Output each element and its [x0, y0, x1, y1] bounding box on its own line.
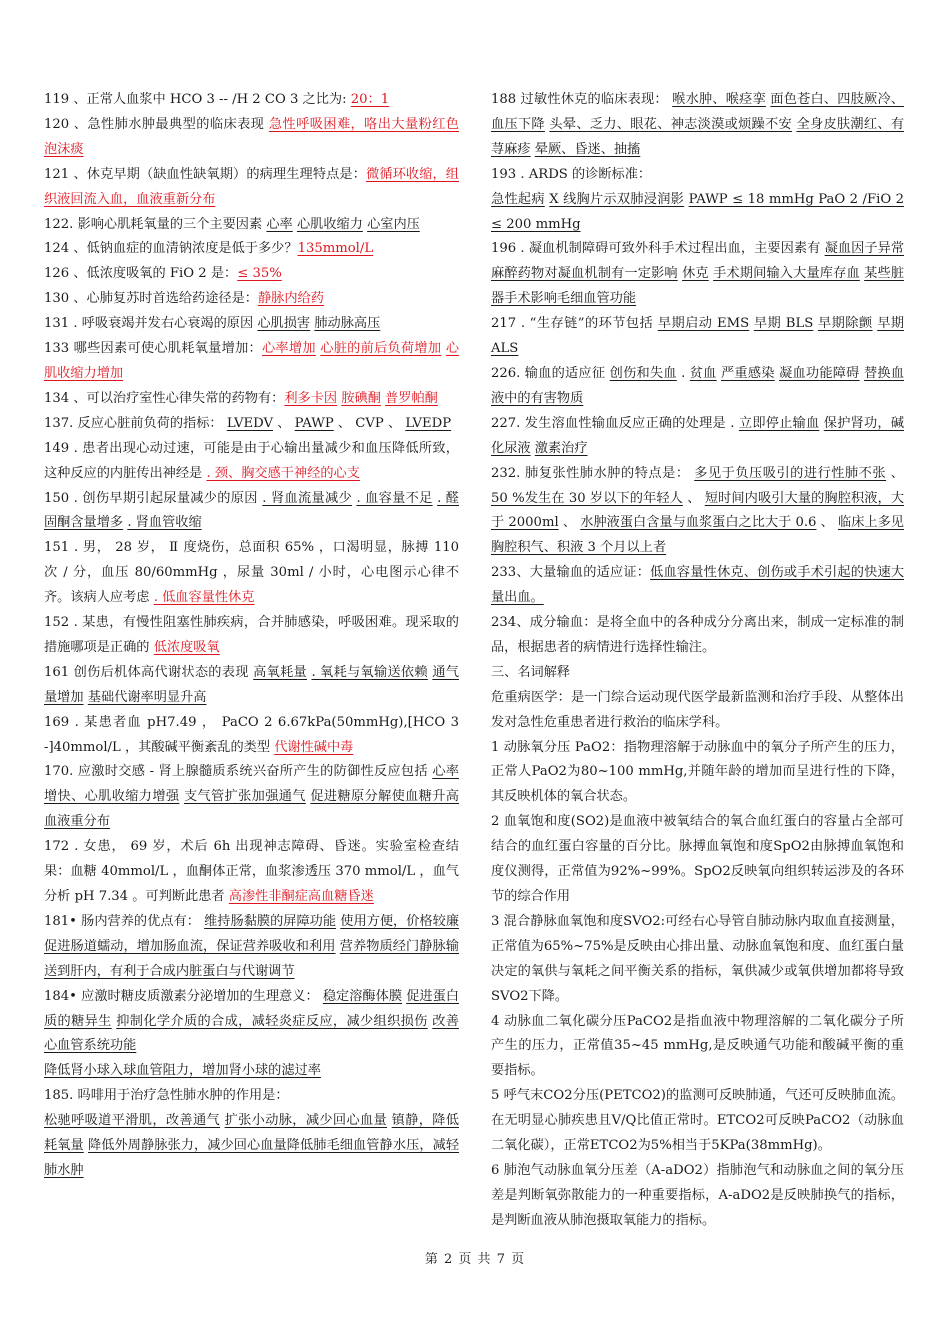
question-text: 172 . 女患， 69 岁，术后 6h 出现神志障碍、昏迷。实验室检查结果：血糖 40mmol/L ，血酮体正常，血浆渗透压 370 mmol/L ，血气分析 pH 7.34 。可判断此患者: [44, 839, 459, 904]
question-text: 150 . 创伤早期引起尿量减少的原因: [44, 490, 263, 506]
answer-text-red: 静脉内给药: [258, 291, 324, 307]
paragraph: [491, 312, 904, 362]
answer-text: . 血容量不足: [356, 490, 433, 506]
question-text: 151 . 男， 28 岁， Ⅱ 度烧伤，总面积 65% ，口渴明显，脉搏 110 次 / 分，血压 80/60mmHg ，尿量 30ml / 小时，心电图示心律不齐。该病人应考虑: [44, 540, 459, 606]
paragraph: [44, 312, 459, 337]
question-text: 、: [682, 490, 705, 506]
answer-text: 降低外周静脉张力，减少回心血量降低肺毛细血管静水压，减轻肺水肿: [44, 1138, 460, 1178]
question-text: 、 CVP 、: [333, 415, 406, 431]
answer-text: 50 %发生在 30 岁以下的年轻人: [491, 490, 683, 506]
answer-text: 抑制化学介质的合成，减轻炎症反应，减少组织损伤: [116, 1013, 428, 1029]
question-text: 188 过敏性休克的临床表现：: [491, 92, 673, 107]
question-text: 124 、低钠血症的血清钠浓度是低于多少？: [44, 241, 298, 257]
answer-text: 心率增快、心肌收缩力增强: [44, 764, 459, 805]
answer-text: 凝血功能障碍: [779, 365, 860, 381]
answer-text: PAWP ≤ 18 mmHg PaO 2 /FiO 2 ≤ 200 mmHg: [491, 191, 904, 232]
paragraph: [491, 910, 904, 1010]
paragraph: [44, 163, 459, 213]
answer-text: 多见于负压吸引的进行性肺不张: [694, 465, 887, 481]
answer-text: 保护肾功，碱化尿液: [491, 415, 905, 456]
answer-text: 心率: [266, 216, 293, 232]
answer-text: 手术期间输入大量库存血: [713, 266, 860, 282]
question-text: 危重病医学：是一门综合运动现代医学最新监测和治疗手段、从整体出发对急性危重患者进行救治的临床学科。: [491, 689, 904, 730]
answer-text: 水肿液蛋白含量与血浆蛋白之比大于 0.6: [580, 515, 817, 531]
paragraph: [491, 1010, 904, 1085]
page-footer: 第 2 页 共 7 页: [424, 1252, 526, 1267]
paragraph: [44, 536, 459, 611]
question-text: 152 . 某患，有慢性阻塞性肺疾病，合并肺感染，呼吸困难。现采取的措施哪项是正确的: [44, 615, 459, 655]
answer-text: 严重感染: [721, 365, 775, 381]
answer-text: LVEDP: [405, 415, 452, 431]
answer-text: 支气管扩张加强通气: [183, 789, 306, 805]
answer-text: 创伤和失血: [609, 365, 677, 381]
answer-text: 降低肾小球入球血管阻力，增加肾小球的滤过率: [44, 1063, 321, 1079]
answer-text-red: 胺碘酮: [341, 390, 381, 406]
left-column: [44, 88, 459, 1184]
answer-text: X 线胸片示双肺浸润影: [549, 191, 685, 207]
answer-text-red: 低浓度吸氧: [153, 639, 220, 655]
question-text: 130 、心肺复苏时首选给药途径是：: [44, 291, 258, 307]
paragraph: [491, 237, 904, 312]
paragraph: [491, 561, 904, 611]
question-text: 185. 吗啡用于治疗急性肺水肿的作用是：: [44, 1088, 289, 1104]
answer-text-red: 微循环收缩，组织液回流入血，血液重新分布: [44, 166, 459, 207]
question-text: 217 . “生存链”的环节包括: [491, 316, 658, 332]
answer-text: 使用方便，价格较廉: [340, 913, 460, 929]
question-text: .: [676, 365, 690, 381]
paragraph: [491, 1159, 904, 1234]
paragraph: [491, 163, 904, 188]
paragraph: [491, 686, 904, 736]
answer-text: 喉水肿、喉痉挛: [672, 92, 766, 107]
paragraph: [44, 1059, 459, 1084]
answer-text: 头晕、乏力、眼花、神志淡漠或烦躁不安: [549, 116, 792, 132]
paragraph: [44, 661, 459, 711]
question-text: 181• 肠内营养的优点有：: [44, 913, 205, 929]
paragraph: [44, 387, 459, 412]
answer-text: 血液重分布: [44, 814, 110, 830]
question-text: 119 、正常人血浆中 HCO 3 -- /H 2 CO 3 之比为:: [44, 92, 351, 107]
answer-text: 通气量增加: [44, 664, 459, 705]
answer-text-red: 急性呼吸困难，咯出大量粉红色泡沫痰: [44, 116, 459, 157]
answer-text: 休克: [682, 266, 709, 282]
question-text: 4 动脉血二氧化碳分压PaCO2是指血液中物理溶解的二氧化碳分子所产生的压力，正常值35~45 mmHg,是反映通气功能和酸碱平衡的重要指标。: [491, 1013, 904, 1079]
answer-text: 面色苍白、四肢厥冷、血压下降: [491, 92, 905, 132]
question-text: 三、名词解释: [491, 664, 571, 680]
answer-text-red: 135mmol/L: [297, 241, 374, 257]
question-text: 234、成分输血：是将全血中的各种成分分离出来，制成一定标准的制品，根据患者的病情进行选择性输注。: [491, 615, 904, 655]
question-text: 、: [558, 515, 581, 531]
answer-text: 促进肠道蠕动，增加肠血流，保证营养吸收和利用: [44, 938, 336, 954]
answer-text: 高氧耗量: [253, 664, 308, 680]
answer-text-red: 普罗帕酮: [385, 390, 438, 406]
answer-text: 麻醉药物对凝血机制有一定影响: [491, 266, 678, 282]
answer-text: PAWP: [294, 415, 334, 431]
question-text: 226. 输血的适应征: [491, 365, 610, 381]
answer-text: 急性起病: [491, 191, 545, 207]
question-text: 121 、休克早期（缺血性缺氧期）的病理生理特点是：: [44, 166, 367, 182]
answer-text-red: 利多卡因: [284, 390, 338, 406]
answer-text: 扩张小动脉，减少回心血量: [224, 1113, 388, 1129]
answer-text: 替换血液中的有害物质: [491, 365, 905, 406]
paragraph: [44, 337, 459, 387]
question-text: 233、大量输血的适应证：: [491, 565, 651, 581]
answer-text: 贫血: [689, 365, 717, 381]
question-text: 、: [816, 515, 839, 531]
paragraph: [491, 362, 904, 412]
paragraph: [44, 262, 459, 287]
answer-text: 肺动脉高压: [314, 316, 381, 332]
question-text: 、: [886, 465, 904, 481]
question-text: 120 、急性肺水肿最典型的临床表现: [44, 116, 269, 132]
question-text: 1 动脉氧分压 PaO2：指物理溶解于动脉血中的氧分子所产生的压力，正常人PaO2为80~100 mmHg,并随年龄的增加而呈进行性的下降，其反映机体的氧合状态。: [491, 739, 904, 805]
question-text: 3 混合静脉血氧饱和度SVO2:可经右心导管自肺动脉内取血直接测量，正常值为65%~75%是反映由心排出量、动脉血氧饱和度、血红蛋白量决定的氧供与氧耗之间平衡关系的指标，氧供减少或氧供增加都将导致SVO2下降。: [491, 913, 904, 1004]
question-text: 6 肺泡气动脉血氧分压差（A-aDO2）指肺泡气和动脉血之间的氧分压差是判断氧弥散能力的一种重要指标，A-aDO2是反映肺换气的指标，是判断血液从肺泡摄取氧能力的指标。: [491, 1162, 904, 1228]
question-text: 161 创伤后机体高代谢状态的表现: [44, 664, 254, 680]
paragraph: [44, 412, 459, 437]
question-text: 2 血氧饱和度(SO2)是血液中被氧结合的氧合血红蛋白的容量占全部可结合的血红蛋白容量的百分比。脉搏血氧饱和度SpO2由脉搏血氧饱和度仪测得，正常值为92%~99%。SpO2反映氧向组织转运涉及的各环节的综合作用: [491, 814, 904, 904]
answer-text: 稳定溶酶体膜: [322, 988, 403, 1004]
paragraph: [44, 287, 459, 312]
answer-text: 立即停止输血: [738, 415, 820, 431]
answer-text: . 醛固酮含量增多: [44, 490, 459, 531]
answer-text-red: . 低血容量性休克: [153, 590, 255, 606]
answer-text: LVEDV: [226, 415, 274, 431]
question-text: 、: [273, 415, 295, 431]
answer-text: 激素治疗: [534, 440, 588, 456]
answer-text-red: 20：1: [350, 92, 390, 107]
answer-text: 松驰呼吸道平滑肌，改善通气: [44, 1113, 221, 1129]
question-text: 137. 反应心脏前负荷的指标：: [44, 415, 227, 431]
paragraph: [44, 711, 459, 761]
paragraph: [44, 985, 459, 1060]
answer-text: 晕厥、昏迷、抽搐: [534, 141, 641, 157]
answer-text: 心肌损害: [257, 316, 311, 332]
question-text: 133 哪些因素可使心肌耗氧量增加：: [44, 341, 262, 357]
paragraph: [491, 736, 904, 811]
paragraph: [44, 437, 459, 487]
answer-text: 早期除颤: [817, 316, 873, 332]
paragraph: [491, 412, 904, 462]
answer-text: 早期 BLS: [753, 316, 814, 332]
answer-text: . 氧耗与氧输送依赖: [311, 664, 428, 680]
paragraph: [44, 213, 459, 238]
answer-text: 全身皮肤潮红、有荨麻疹: [491, 116, 905, 157]
question-text: 134 、可以治疗室性心律失常的药物有：: [44, 390, 285, 406]
answer-text: 凝血因子异常: [824, 241, 905, 257]
right-column: [491, 88, 904, 1234]
answer-text-red: 心率增加: [261, 341, 316, 357]
paragraph: [44, 1109, 459, 1184]
answer-text-red: 代谢性碱中毒: [274, 739, 354, 755]
answer-text: . 肾血流量减少: [262, 490, 352, 506]
paragraph: [44, 760, 459, 835]
question-text: 122. 影响心肌耗氧量的三个主要因素: [44, 216, 267, 232]
question-text: 184• 应激时糖皮质激素分泌增加的生理意义：: [44, 988, 323, 1004]
question-text: 170. 应激时交感 - 肾上腺髓质系统兴奋所产生的防御性反应包括: [44, 764, 433, 780]
question-text: 232. 肺复张性肺水肿的特点是：: [491, 465, 695, 481]
paragraph: [44, 835, 459, 910]
paragraph: [491, 462, 904, 562]
answer-text: 营养物质经门静脉输送到肝内，有利于合成内脏蛋白与代谢调节: [44, 938, 459, 979]
answer-text: 促进蛋白质的糖异生: [44, 988, 459, 1029]
paragraph: [491, 188, 904, 238]
answer-text: 基础代谢率明显升高: [87, 689, 207, 705]
answer-text: 维持肠黏膜的屏障功能: [204, 913, 337, 929]
paragraph: [44, 910, 459, 985]
question-text: 5 呼气末CO2分压(PETCO2)的监测可反映肺通，气还可反映肺血流。在无明显心肺疾患且V/Q比值正常时。ETCO2可反映PaCO2（动脉血二氧化碳），正常ETCO2为5%相当于5KPa(38mmHg)。: [491, 1088, 904, 1154]
question-text: 196 . 凝血机制障碍可致外科手术过程出血，主要因素有: [491, 241, 825, 257]
paragraph: [44, 88, 459, 113]
paragraph: [491, 88, 904, 163]
answer-text-red: 心肌收缩力增加: [44, 341, 459, 381]
answer-text-red: 高渗性非酮症高血糖昏迷: [228, 889, 374, 904]
question-text: 149 . 患者出现心动过速，可能是由于心输出量减少和血压降低所致，这种反应的内脏传出神经是: [44, 440, 459, 481]
question-text: 131 . 呼吸衰竭并发右心衰竭的原因: [44, 316, 258, 332]
answer-text: 早期启动 EMS: [657, 316, 750, 332]
answer-text: 改善心血管系统功能: [44, 1013, 459, 1054]
paragraph: [44, 113, 459, 163]
answer-text: 早期 ALS: [491, 316, 905, 357]
question-text: 227. 发生溶血性输血反应正确的处理是 .: [491, 415, 739, 431]
question-text: 169 . 某患者血 pH7.49 ， PaCO 2 6.67kPa(50mmHg),[HCO 3 -]40mmol/L ，其酸碱平衡紊乱的类型: [44, 714, 459, 755]
answer-text: 心室内压: [367, 216, 420, 232]
paragraph: [44, 487, 459, 537]
answer-text-red: . 颈、胸交感干神经的心支: [206, 465, 360, 481]
question-text: 126 、低浓度吸氧的 FiO 2 是：: [44, 266, 238, 282]
answer-text: . 肾血管收缩: [127, 515, 202, 531]
answer-text: 短时间内吸引大量的胸腔积液，大于 2000ml: [491, 490, 905, 531]
answer-text: 促进糖原分解使血糖升高: [310, 789, 459, 805]
paragraph: [44, 237, 459, 262]
answer-text: 镇静，降低耗氧量: [44, 1113, 459, 1154]
answer-text-red: ≤ 35%: [237, 266, 282, 282]
answer-text: 低血容量性休克、创伤或手术引起的快速大量出血。: [491, 565, 905, 606]
answer-text: 临床上多见胸腔积气、积液 3 个月以上者: [491, 515, 904, 556]
paragraph: [491, 661, 904, 686]
answer-text: 某些脏器手术影响毛细血管功能: [491, 266, 905, 307]
paragraph: [491, 611, 904, 661]
paragraph: [44, 1084, 459, 1109]
paragraph: [491, 1084, 904, 1159]
question-text: 193 . ARDS 的诊断标准：: [491, 166, 652, 182]
answer-text-red: 心脏的前后负荷增加: [320, 341, 442, 357]
paragraph: [491, 810, 904, 910]
paragraph: [44, 611, 459, 661]
answer-text: 心肌收缩力: [296, 216, 363, 232]
